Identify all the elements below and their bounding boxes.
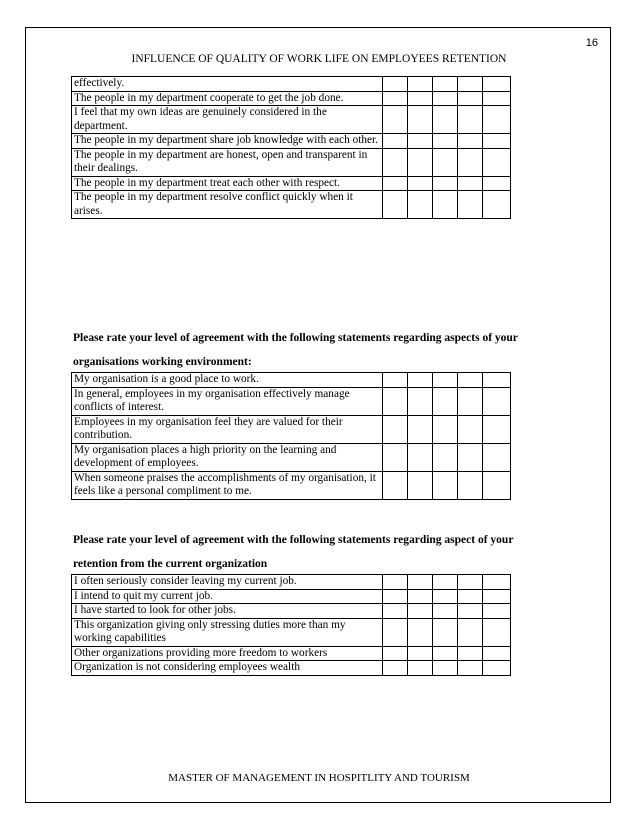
table-row [72,106,511,134]
statement-cell: I feel that my own ideas are genuinely considered in the department. [72,106,383,134]
rating-box-3[interactable] [433,387,458,415]
heading-line: Please rate your level of agreement with the following statements regarding aspects of your [73,332,518,344]
rating-box-3[interactable] [433,646,458,661]
rating-box-2[interactable] [408,618,433,646]
statement-cell: My organisation is a good place to work. [72,373,383,388]
rating-box-2[interactable] [408,443,433,471]
statement-cell: Employees in my organisation feel they are valued for their contribution. [72,415,383,443]
rating-box-2[interactable] [408,661,433,676]
rating-box-3[interactable] [433,134,458,149]
rating-box-1[interactable] [383,646,408,661]
heading-line: retention from the current organization [73,558,268,570]
rating-box-1[interactable] [383,604,408,619]
rating-box-5[interactable] [483,77,511,92]
rating-box-5[interactable] [483,373,511,388]
rating-box-4[interactable] [458,589,483,604]
rating-box-2[interactable] [408,589,433,604]
statement-cell: My organisation places a high priority on the learning and development of employees. [72,443,383,471]
rating-box-5[interactable] [483,91,511,106]
rating-box-1[interactable] [383,77,408,92]
rating-box-1[interactable] [383,575,408,590]
rating-box-2[interactable] [408,646,433,661]
rating-box-3[interactable] [433,661,458,676]
rating-box-5[interactable] [483,176,511,191]
rating-box-3[interactable] [433,91,458,106]
rating-box-4[interactable] [458,373,483,388]
rating-box-1[interactable] [383,191,408,219]
running-header: INFLUENCE OF QUALITY OF WORK LIFE ON EMPLOYEES RETENTION [131,53,507,65]
rating-box-2[interactable] [408,575,433,590]
rating-box-4[interactable] [458,646,483,661]
rating-box-5[interactable] [483,618,511,646]
rating-box-5[interactable] [483,575,511,590]
table-row [72,176,511,191]
table-row [72,443,511,471]
rating-box-2[interactable] [408,471,433,499]
table-row [72,373,511,388]
rating-box-1[interactable] [383,661,408,676]
rating-box-2[interactable] [408,191,433,219]
rating-box-1[interactable] [383,471,408,499]
rating-box-3[interactable] [433,618,458,646]
rating-box-1[interactable] [383,373,408,388]
statement-cell: Other organizations providing more freedom to workers [72,646,383,661]
running-footer: MASTER OF MANAGEMENT IN HOSPITLITY AND TOURISM [168,772,470,784]
page-number: 16 [585,37,598,49]
rating-box-2[interactable] [408,604,433,619]
rating-box-3[interactable] [433,77,458,92]
rating-box-3[interactable] [433,373,458,388]
rating-box-4[interactable] [458,134,483,149]
statement-cell: The people in my department share job knowledge with each other. [72,134,383,149]
table-row [72,91,511,106]
table-row [72,471,511,499]
table-row [72,191,511,219]
table-row [72,415,511,443]
rating-box-3[interactable] [433,415,458,443]
rating-box-1[interactable] [383,106,408,134]
retention-heading [73,528,573,576]
retention-table [71,574,511,676]
table-row [72,148,511,176]
rating-box-1[interactable] [383,443,408,471]
rating-box-2[interactable] [408,77,433,92]
rating-box-1[interactable] [383,589,408,604]
table-row [72,618,511,646]
statement-cell: I have started to look for other jobs. [72,604,383,619]
rating-box-3[interactable] [433,604,458,619]
rating-box-3[interactable] [433,471,458,499]
statement-cell: I intend to quit my current job. [72,589,383,604]
rating-box-4[interactable] [458,148,483,176]
rating-box-5[interactable] [483,415,511,443]
statement-cell: In general, employees in my organisation effectively manage conflicts of interest. [72,387,383,415]
rating-box-5[interactable] [483,106,511,134]
rating-box-3[interactable] [433,443,458,471]
rating-box-2[interactable] [408,415,433,443]
rating-box-2[interactable] [408,176,433,191]
rating-box-5[interactable] [483,646,511,661]
rating-box-4[interactable] [458,176,483,191]
rating-box-3[interactable] [433,575,458,590]
table-row [72,575,511,590]
rating-box-5[interactable] [483,134,511,149]
statement-cell: The people in my department resolve conflict quickly when it arises. [72,191,383,219]
table-row [72,77,511,92]
rating-box-1[interactable] [383,415,408,443]
statement-cell: Organization is not considering employees wealth [72,661,383,676]
table-row [72,646,511,661]
rating-box-5[interactable] [483,604,511,619]
rating-box-4[interactable] [458,443,483,471]
table-row [72,661,511,676]
rating-box-1[interactable] [383,387,408,415]
rating-box-2[interactable] [408,91,433,106]
rating-box-4[interactable] [458,91,483,106]
rating-box-3[interactable] [433,106,458,134]
table-row [72,387,511,415]
heading-line: organisations working environment: [73,356,252,368]
rating-box-4[interactable] [458,106,483,134]
working-environment-table [71,372,511,500]
rating-box-1[interactable] [383,148,408,176]
table-row [72,589,511,604]
rating-box-2[interactable] [408,373,433,388]
rating-box-4[interactable] [458,77,483,92]
rating-box-5[interactable] [483,191,511,219]
heading-line: Please rate your level of agreement with the following statements regarding aspect of your [73,534,514,546]
statement-cell: The people in my department cooperate to get the job done. [72,91,383,106]
rating-box-5[interactable] [483,443,511,471]
rating-box-4[interactable] [458,604,483,619]
statement-cell: The people in my department are honest, open and transparent in their dealings. [72,148,383,176]
rating-box-4[interactable] [458,471,483,499]
rating-box-3[interactable] [433,148,458,176]
table-row [72,134,511,149]
statement-cell: effectively. [72,77,383,92]
statement-cell: When someone praises the accomplishments of my organisation, it feels like a personal compliment to me. [72,471,383,499]
department-rating-table [71,76,511,219]
rating-box-1[interactable] [383,91,408,106]
rating-box-2[interactable] [408,106,433,134]
table-row [72,604,511,619]
rating-box-1[interactable] [383,618,408,646]
statement-cell: I often seriously consider leaving my current job. [72,575,383,590]
rating-box-5[interactable] [483,661,511,676]
rating-box-5[interactable] [483,387,511,415]
rating-box-4[interactable] [458,575,483,590]
rating-box-3[interactable] [433,589,458,604]
rating-box-1[interactable] [383,176,408,191]
rating-box-5[interactable] [483,148,511,176]
rating-box-4[interactable] [458,191,483,219]
statement-cell: This organization giving only stressing duties more than my working capabilities [72,618,383,646]
rating-box-4[interactable] [458,661,483,676]
statement-cell: The people in my department treat each other with respect. [72,176,383,191]
rating-box-4[interactable] [458,387,483,415]
rating-box-3[interactable] [433,176,458,191]
rating-box-5[interactable] [483,471,511,499]
rating-box-2[interactable] [408,148,433,176]
rating-box-2[interactable] [408,134,433,149]
rating-box-1[interactable] [383,134,408,149]
rating-box-4[interactable] [458,618,483,646]
rating-box-2[interactable] [408,387,433,415]
rating-box-4[interactable] [458,415,483,443]
working-environment-heading [73,326,573,374]
rating-box-5[interactable] [483,589,511,604]
rating-box-3[interactable] [433,191,458,219]
